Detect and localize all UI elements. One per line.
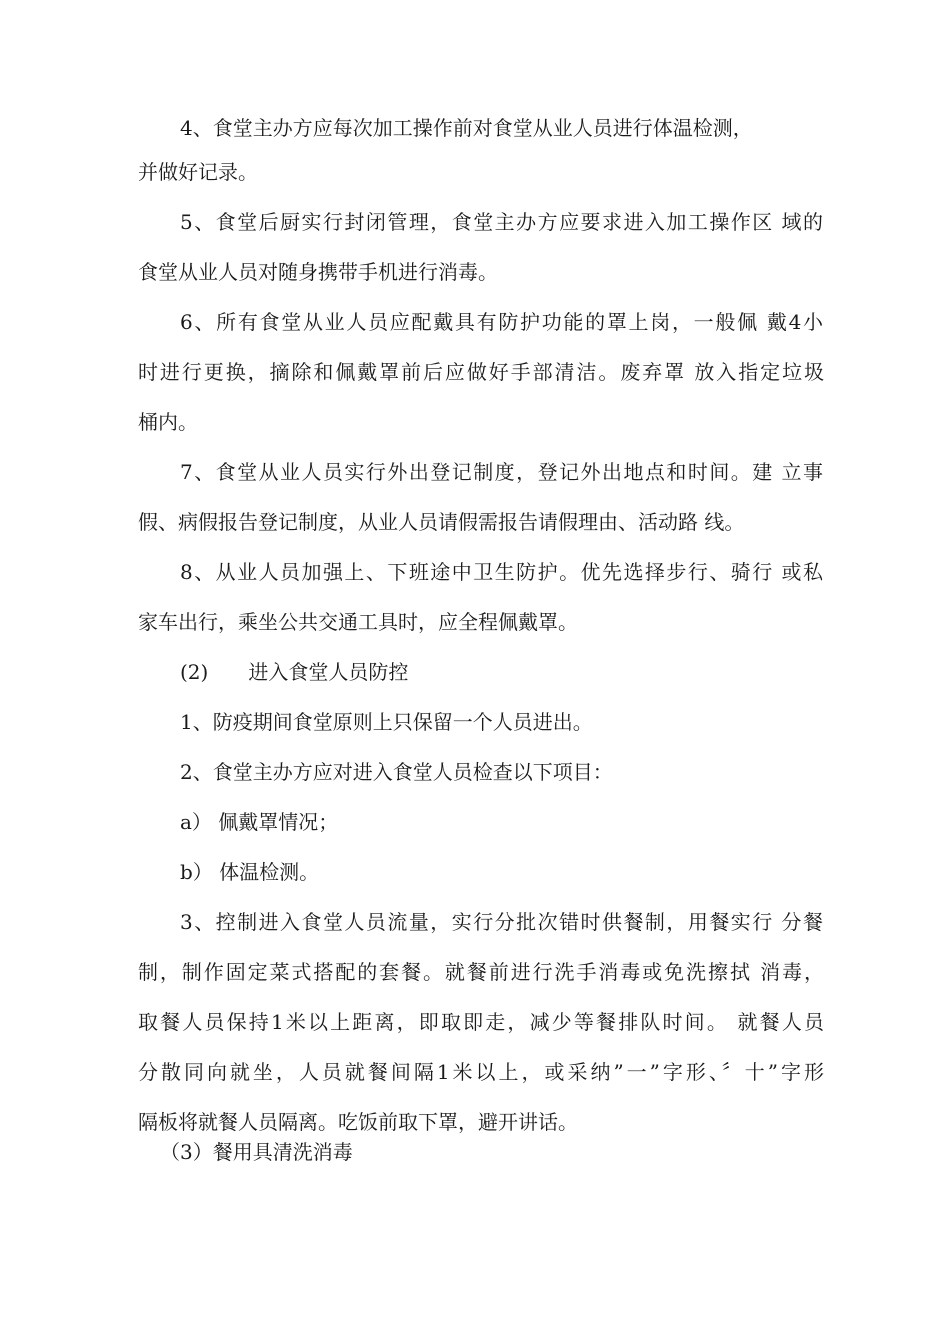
text-line: 7、食堂从业人员实行外出登记制度，登记外出地点和时间。建 立事 bbox=[180, 460, 823, 484]
text-line: 食堂从业人员对随身携带手机进行消毒。 bbox=[138, 260, 498, 284]
text-line: 5、食堂后厨实行封闭管理，食堂主办方应要求进入加工操作区 域的 bbox=[180, 210, 823, 234]
text-line: 并做好记录。 bbox=[138, 160, 258, 184]
section-heading: （3）餐用具清洗消毒 bbox=[160, 1140, 353, 1164]
text-line: 取餐人员保持1米以上距离，即取即走，减少等餐排队时间。 就餐人员 bbox=[138, 1010, 824, 1034]
text-line: 隔板将就餐人员隔离。吃饭前取下罩，避开讲话。 bbox=[138, 1110, 578, 1134]
list-item: b） 体温检测。 bbox=[180, 860, 320, 884]
section-heading: (2) 进入食堂人员防控 bbox=[180, 660, 409, 684]
text-line: 桶内。 bbox=[138, 410, 198, 434]
text-line: 8、从业人员加强上、下班途中卫生防护。优先选择步行、骑行 或私 bbox=[180, 560, 823, 584]
list-item: a） 佩戴罩情况； bbox=[180, 810, 339, 834]
text-line: 1、防疫期间食堂原则上只保留一个人员进出。 bbox=[180, 710, 593, 734]
text-line: 4、食堂主办方应每次加工操作前对食堂从业人员进行体温检测， bbox=[180, 116, 753, 140]
text-line: 3、控制进入食堂人员流量，实行分批次错时供餐制，用餐实行 分餐 bbox=[180, 910, 823, 934]
text-line: 分散同向就坐，人员就餐间隔1米以上，或采纳”一”字形、〞十”字形 bbox=[138, 1060, 824, 1084]
text-line: 6、所有食堂从业人员应配戴具有防护功能的罩上岗，一般佩 戴4小 bbox=[180, 310, 823, 334]
text-line: 时进行更换，摘除和佩戴罩前后应做好手部清洁。废弃罩 放入指定垃圾 bbox=[138, 360, 824, 384]
text-line: 2、食堂主办方应对进入食堂人员检查以下项目： bbox=[180, 760, 613, 784]
text-line: 家车出行，乘坐公共交通工具时，应全程佩戴罩。 bbox=[138, 610, 578, 634]
text-line: 假、病假报告登记制度，从业人员请假需报告请假理由、活动路 线。 bbox=[138, 510, 745, 534]
text-line: 制，制作固定菜式搭配的套餐。就餐前进行洗手消毒或免洗擦拭 消毒， bbox=[138, 960, 824, 984]
